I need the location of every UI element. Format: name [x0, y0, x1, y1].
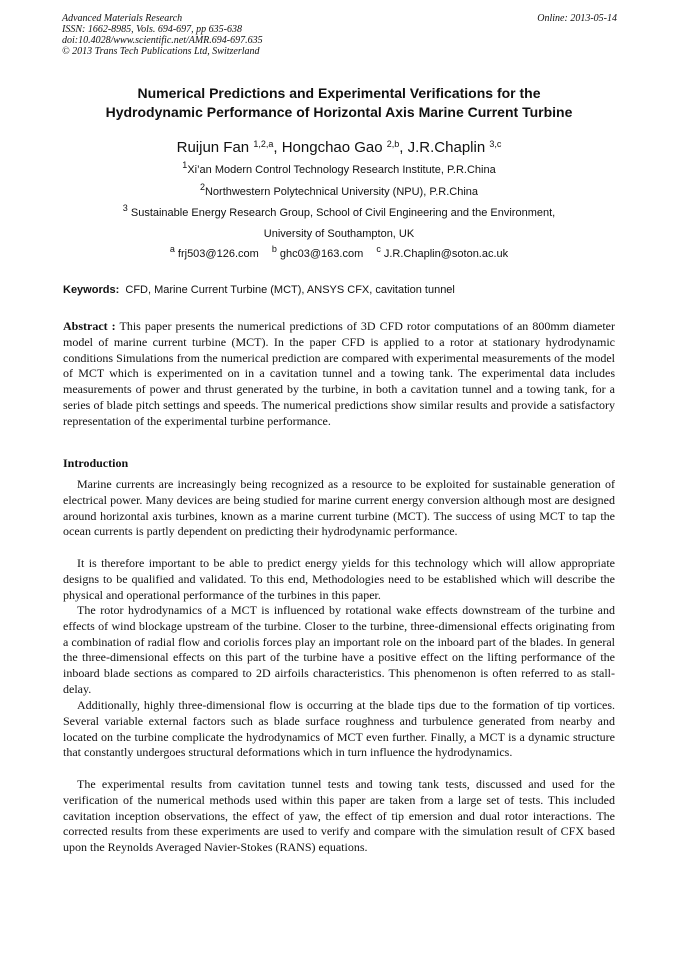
affiliation	[40, 203, 638, 220]
paragraph: It is therefore important to be able to predict energy yields for this technology which will allow appropriate designs to be qualified and validated. To this end, Methodologies need to be established which will describe the physical and operational performance of the turbines in this paper.	[63, 556, 615, 602]
abstract-label: Abstract :	[63, 319, 116, 333]
affiliation	[40, 182, 638, 199]
paper-title	[40, 84, 638, 122]
email-link[interactable]: frj503@126.com	[177, 248, 259, 260]
journal-name: Advanced Materials Research	[62, 13, 183, 24]
issn-line: ISSN: 1662-8985, Vols. 694-697, pp 635-638	[62, 24, 242, 35]
email-marker: c	[376, 244, 381, 254]
author-name: Hongchao Gao	[281, 139, 383, 156]
affiliation-marker: 1	[182, 160, 188, 170]
section-heading-introduction: Introduction	[63, 456, 129, 470]
affiliation-text: Northwestern Polytechnical University (NPU), P.R.China	[204, 186, 479, 198]
paragraph: The experimental results from cavitation tunnel tests and towing tank tests, discussed and used for the verification of the numerical methods used within this paper are taken from a large set of tests. This included cavitation inception observations, the effect of yaw, the effect of tip emersion and dual rotor interactions. The corrected results from these experiments are used to verify and compare with the simulation result of CFX based upon the Reynolds Averaged Navier-Stokes (RANS) equations.	[63, 777, 615, 855]
keywords	[63, 283, 618, 297]
author-affil-marker: 2,b	[386, 139, 400, 149]
author-affil-marker: 3,c	[489, 139, 502, 149]
copyright-line: © 2013 Trans Tech Publications Ltd, Switzerland	[62, 46, 260, 57]
author-name: J.R.Chaplin	[407, 139, 486, 156]
title-line-2: Hydrodynamic Performance of Horizontal Axis Marine Current Turbine	[105, 104, 573, 120]
paragraph: The rotor hydrodynamics of a MCT is influenced by rotational wake effects downstream of the turbine and effects of wind blockage upstream of the turbine. Closer to the turbine, three-dimensional effects originating from a combination of radial flow and coriolis forces play an important role on the inboard part of the blades. In general the three-dimensional effects on this part of the turbine have a positive effect on the lifting performance of the inboard blade sections as compared to 2D airfoils characteristics. This phenomenon is often referred to as stall-delay.	[63, 603, 615, 696]
keywords-label: Keywords:	[63, 284, 120, 296]
doi-line: doi:10.4028/www.scientific.net/AMR.694-697.635	[62, 35, 263, 46]
paragraph: Additionally, highly three-dimensional flow is occurring at the blade tips due to the formation of tip vortices. Several variable external factors such as blade surface roughness and turbulence generated from nearby and located on the turbine complicate the hydrodynamics of MCT even further. Finally, a MCT is a dynamic structure that constantly undergoes structural deformations which in turn influence the hydrodynamics.	[63, 698, 615, 760]
email-link[interactable]: ghc03@163.com	[279, 248, 364, 260]
email-link[interactable]: J.R.Chaplin@soton.ac.uk	[383, 248, 509, 260]
keywords-text: CFD, Marine Current Turbine (MCT), ANSYS CFX, cavitation tunnel	[125, 284, 455, 296]
abstract	[63, 319, 615, 430]
affiliation-marker: 3	[122, 203, 128, 213]
affiliation-text: Xi’an Modern Control Technology Research Institute, P.R.China	[187, 164, 496, 176]
affiliation-text: Sustainable Energy Research Group, School of Civil Engineering and the Environment,	[130, 207, 556, 219]
online-date: Online: 2013-05-14	[537, 13, 617, 24]
journal-header	[62, 13, 617, 57]
email-marker: b	[271, 244, 277, 254]
affiliation-text: University of Southampton, UK	[263, 228, 415, 240]
author-name: Ruijun Fan	[176, 139, 250, 156]
author-list: Ruijun Fan $^{1,2,a}$, Hongchao Gao $^{2,b}$, J.R.Chaplin $^{3,c}$	[176, 139, 502, 156]
affiliation	[40, 160, 638, 177]
title-line-1: Numerical Predictions and Experimental Verifications for the	[137, 85, 541, 101]
affiliation-marker: 2	[199, 182, 205, 192]
email-marker: a	[169, 244, 175, 254]
author-affil-marker: 1,2,a	[253, 139, 274, 149]
author-emails	[40, 244, 638, 261]
affiliation-continued	[40, 227, 638, 241]
paragraph: Marine currents are increasingly being recognized as a resource to be exploited for sustainable generation of electrical power. Many devices are being studied for marine current energy conversion although most are designed around horizontal axis turbines, known as a marine current turbine (MCT). The success of using MCT to tap the ocean currents is partly dependent on predicting their hydrodynamic performance.	[63, 477, 615, 539]
abstract-text: This paper presents the numerical predictions of 3D CFD rotor computations of an 800mm diameter model of marine current turbine (MCT). In the paper CFD is applied to a rotor at stationary hydrodynamic conditions Simulations from the numerical prediction are compared with experimental measurements of the model of MCT which is experimented on in a cavitation tunnel and a towing tank. The experimental data includes measurements of power and thrust generated by the turbine, in both a cavitation tunnel and a towing tank, for a series of blade pitch settings and speeds. The numerical predictions show similar results and provide a satisfactory representation of the experimental turbine performance.	[63, 319, 615, 428]
